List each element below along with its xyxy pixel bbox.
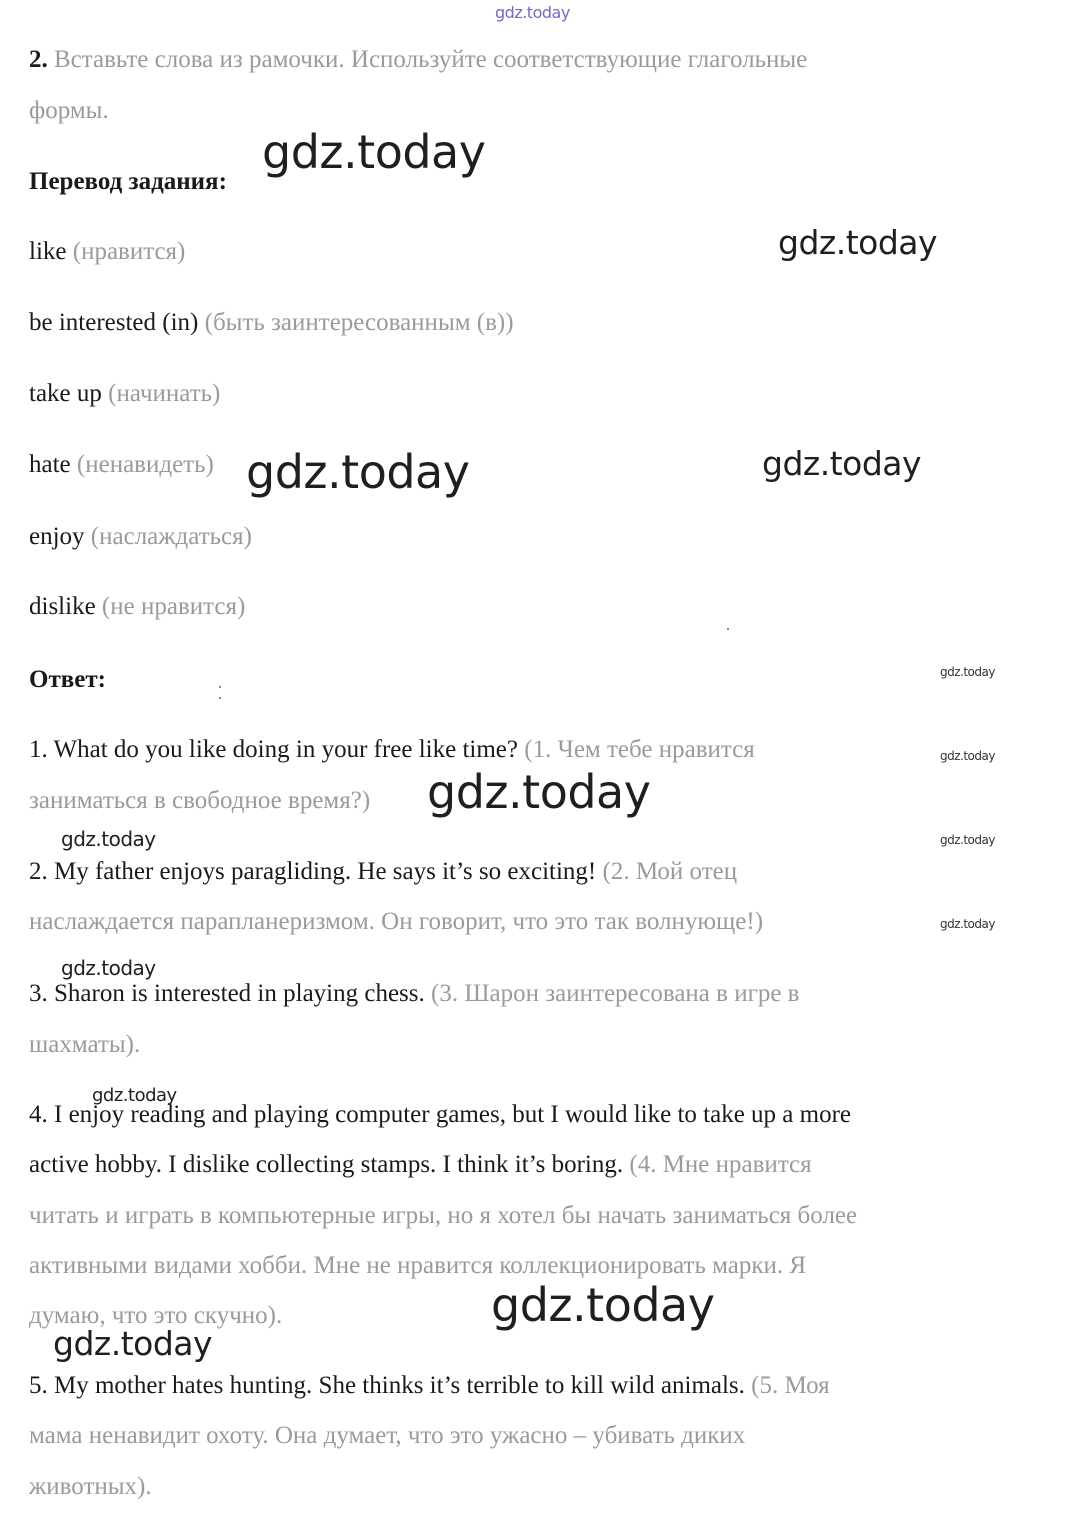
answer-4-line-4: активными видами хобби. Мне не нравится коллекционировать марки. Я xyxy=(29,1252,807,1279)
translation-heading: Перевод задания: xyxy=(29,168,227,195)
vocab-en: like xyxy=(29,238,67,265)
scan-speck xyxy=(219,697,221,699)
answer-2-en: 2. My father enjoys paragliding. He says it’s so exciting! xyxy=(29,858,597,885)
vocab-item xyxy=(29,592,245,622)
watermark-small: gdz.today xyxy=(940,833,995,847)
vocab-item xyxy=(29,450,214,480)
vocab-item xyxy=(29,522,252,552)
watermark-small: gdz.today xyxy=(92,1085,177,1106)
vocab-ru: (ненавидеть) xyxy=(76,451,214,478)
answer-3-line-2: шахматы). xyxy=(29,1031,141,1058)
task-line-1 xyxy=(29,45,807,75)
answer-4-en: active hobby. I dislike collecting stamps. I think it’s boring. xyxy=(29,1151,624,1178)
answer-5-en: 5. My mother hates hunting. She thinks it’s terrible to kill wild animals. xyxy=(29,1372,745,1399)
vocab-en: take up xyxy=(29,380,102,407)
answer-5-line-1 xyxy=(29,1371,830,1401)
vocab-en: be interested (in) xyxy=(29,309,199,336)
watermark-large: gdz.today xyxy=(246,445,470,499)
answer-4-line-2 xyxy=(29,1150,812,1180)
answer-1-line-2: заниматься в свободное время?) xyxy=(29,787,371,814)
answer-5-ru: (5. Моя xyxy=(751,1372,830,1399)
answer-heading: Ответ: xyxy=(29,666,106,693)
task-line-2: формы. xyxy=(29,97,109,124)
answer-4-line-1: 4. I enjoy reading and playing computer games, but I would like to take up a more xyxy=(29,1101,851,1128)
watermark-large: gdz.today xyxy=(262,125,486,179)
answer-1-ru: (1. Чем тебе нравится xyxy=(524,736,755,763)
vocab-en: hate xyxy=(29,451,71,478)
task-text: Вставьте слова из рамочки. Используйте соответствующие глагольные xyxy=(54,46,808,73)
answer-5-line-3: животных). xyxy=(29,1473,152,1500)
answer-2-line-2: наслаждается парапланеризмом. Он говорит, что это так волнующе!) xyxy=(29,908,764,935)
vocab-item xyxy=(29,308,514,338)
vocab-ru: (начинать) xyxy=(108,380,221,407)
vocab-ru: (не нравится) xyxy=(101,593,246,620)
watermark-medium: gdz.today xyxy=(778,223,938,262)
watermark-large: gdz.today xyxy=(427,765,651,819)
task-number: 2. xyxy=(29,46,48,73)
answer-5-line-2: мама ненавидит охоту. Она думает, что это ужасно – убивать диких xyxy=(29,1422,746,1449)
vocab-ru: (нравится) xyxy=(72,238,186,265)
vocab-en: dislike xyxy=(29,593,96,620)
vocab-ru: (наслаждаться) xyxy=(90,523,252,550)
watermark-medium: gdz.today xyxy=(762,444,922,483)
answer-4-ru: (4. Мне нравится xyxy=(629,1151,812,1178)
scan-speck xyxy=(727,628,729,630)
answer-1-line-1 xyxy=(29,735,755,765)
vocab-ru: (быть заинтересованным (в)) xyxy=(204,309,514,336)
watermark-small: gdz.today xyxy=(61,956,156,980)
vocab-item xyxy=(29,237,185,267)
vocab-item xyxy=(29,379,220,409)
watermark-medium: gdz.today xyxy=(53,1324,213,1363)
answer-3-ru: (3. Шарон заинтересована в игре в xyxy=(431,980,800,1007)
vocab-en: enjoy xyxy=(29,523,85,550)
watermark-small: gdz.today xyxy=(940,917,995,931)
answer-4-line-5: думаю, что это скучно). xyxy=(29,1302,283,1329)
answer-3-en: 3. Sharon is interested in playing chess. xyxy=(29,980,425,1007)
answer-1-en: 1. What do you like doing in your free like time? xyxy=(29,736,519,763)
answer-2-ru: (2. Мой отец xyxy=(602,858,738,885)
watermark-large: gdz.today xyxy=(491,1278,715,1332)
watermark-small: gdz.today xyxy=(940,665,995,679)
scan-speck xyxy=(219,686,221,688)
answer-4-line-3: читать и играть в компьютерные игры, но я хотел бы начать заниматься более xyxy=(29,1202,858,1229)
answer-2-line-1 xyxy=(29,857,737,887)
watermark-top: gdz.today xyxy=(495,3,570,22)
watermark-small: gdz.today xyxy=(61,827,156,851)
watermark-small: gdz.today xyxy=(940,749,995,763)
answer-3-line-1 xyxy=(29,979,800,1009)
